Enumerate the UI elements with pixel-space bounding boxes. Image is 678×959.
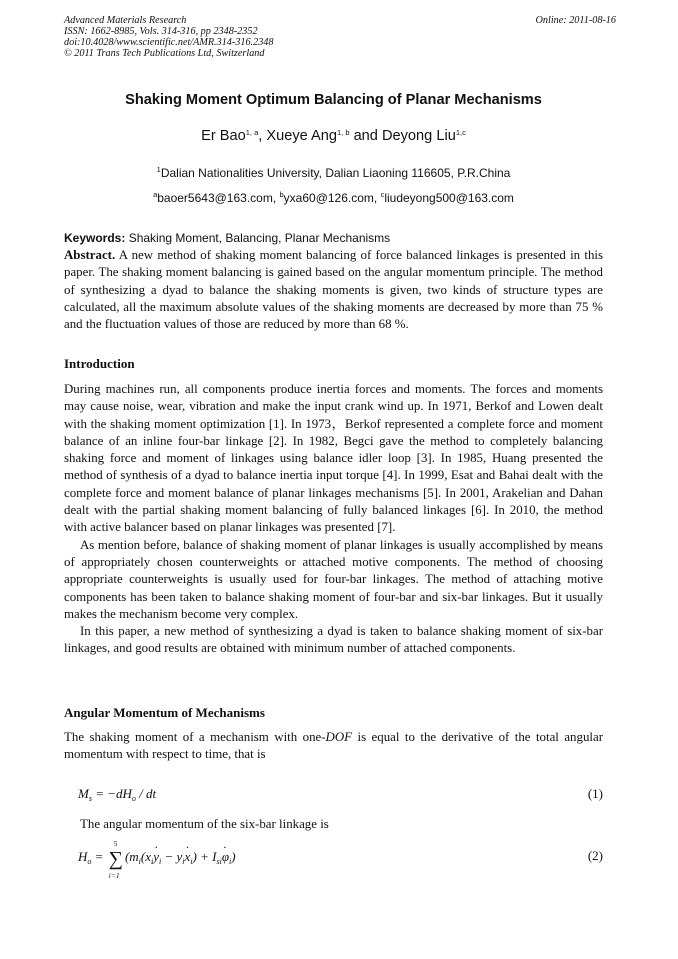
equation-2 xyxy=(78,839,603,880)
email-mark: c xyxy=(380,190,385,199)
email-mark: b xyxy=(279,190,284,199)
summation-symbol: ∑ 5 i=1 xyxy=(108,839,123,880)
journal-name: Advanced Materials Research xyxy=(64,15,187,26)
author-affil-mark: 1, b xyxy=(337,128,350,137)
equation-number: (2) xyxy=(587,848,603,863)
equation-1-formula: $M_s = -dH_o$ / dt xyxy=(78,786,157,803)
equation-1 xyxy=(78,786,603,802)
author-affil-mark: 1,c xyxy=(455,128,466,137)
keywords xyxy=(64,231,604,245)
journal-header xyxy=(64,15,616,59)
angular-momentum-text xyxy=(64,816,603,833)
introduction-body xyxy=(64,381,603,658)
author-affil-mark: 1, a xyxy=(245,128,259,137)
copyright-line: © 2011 Trans Tech Publications Ltd, Switzerland xyxy=(64,48,265,59)
equation-2-formula: $H_o$ = ∑ 5 i=1 $(m_i(x_iy \cdot_i - y_ix \cdot_i) + I_{si}\varphi \cdot_i)$ xyxy=(78,849,236,864)
keywords-text: Shaking Moment, Balancing, Planar Mechanisms xyxy=(125,231,391,245)
author-name: Deyong Liu xyxy=(381,128,456,144)
author-separator: , xyxy=(258,128,267,144)
email-address: baoer5643@163.com, xyxy=(157,191,280,205)
author-list xyxy=(64,128,603,144)
keywords-label: Keywords: xyxy=(64,231,126,245)
paper-title: Shaking Moment Optimum Balancing of Planar Mechanisms xyxy=(125,92,542,108)
doi-line: doi:10.4028/www.scientific.net/AMR.314-316.2348 xyxy=(64,37,274,48)
affiliation-mark: 1 xyxy=(156,165,161,174)
paragraph: The angular momentum of the six-bar linkage is xyxy=(80,817,329,831)
paragraph: As mention before, balance of shaking moment of planar linkages is usually accomplished by means of appropriately chosen counterweights or attached motive components. The method of choosing appropriate counterweights is usually used for four-bar linkages. The method of attaching motive components has been taken to balance shaking moment of four-bar and six-bar linkages. But it usually makes the mechanism become very complex. xyxy=(64,537,603,621)
affiliation xyxy=(64,166,603,180)
affiliation-text: Dalian Nationalities University, Dalian Liaoning 116605, P.R.China xyxy=(160,166,511,180)
email-mark: a xyxy=(153,190,158,199)
section-heading-angular-momentum: Angular Momentum of Mechanisms xyxy=(64,705,265,720)
author-name: Er Bao xyxy=(201,128,246,144)
author-name: Xueye Ang xyxy=(266,128,337,144)
issn-line: ISSN: 1662-8985, Vols. 314-316, pp 2348-2352 xyxy=(64,26,258,37)
dof-symbol: DOF xyxy=(325,730,353,744)
author-separator: and xyxy=(349,128,382,144)
paragraph: In this paper, a new method of synthesizing a dyad is taken to balance shaking moment of six-bar linkages, and good results are obtained with minimum number of attached components. xyxy=(64,624,603,656)
section-heading-introduction: Introduction xyxy=(64,356,135,371)
email-address: liudeyong500@163.com xyxy=(384,191,514,205)
online-date: Online: 2011-08-16 xyxy=(535,15,616,26)
abstract-label: Abstract. xyxy=(64,248,116,262)
abstract-text: A new method of shaking moment balancing of force balanced linkages is presented in this paper. The shaking moment balancing is gained based on the angular momentum principle. The method of synthesizing a dyad to balance the shaking moments is given, two kinds of structure types are calculated, all the maximum absolute values of the shaking moments are decreased by more than 75 % and the fluctuation values of those are reduced by more than 68 %. xyxy=(64,248,603,332)
paragraph: During machines run, all components produce inertia forces and moments. The forces and moments may cause noise, wear, vibration and make the input crank wind up. In 1971, Berkof and Lowen dealt with the shaking moment optimization [1]. In 1973，Berkof represented a complete force and moment balance of an inline four-bar linkage [2]. In 1982, Begci gave the method to completely balancing shaking force and moment of linkages using balance idler loop [3]. In 1985, Huang presented the method of synthesis of a dyad to balance inertia input torque [4]. In 1999, Esat and Bahai dealt with the complete force and moment balance of planar linkages mechanisms [5]. In 2001, Arakelian and Dahan dealt with the partial shaking moment balancing of fully balanced linkages [6]. In 2010, the method with active balancer based on planar linkages was presented [7]. xyxy=(64,382,603,535)
equation-number: (1) xyxy=(587,786,603,801)
angular-momentum-body xyxy=(64,729,603,764)
author-emails xyxy=(64,191,603,205)
paragraph: The shaking moment of a mechanism with one-DOF is equal to the derivative of the total angular momentum with respect to time, that is xyxy=(64,730,603,762)
abstract xyxy=(64,247,603,333)
email-address: yxa60@126.com, xyxy=(283,191,381,205)
